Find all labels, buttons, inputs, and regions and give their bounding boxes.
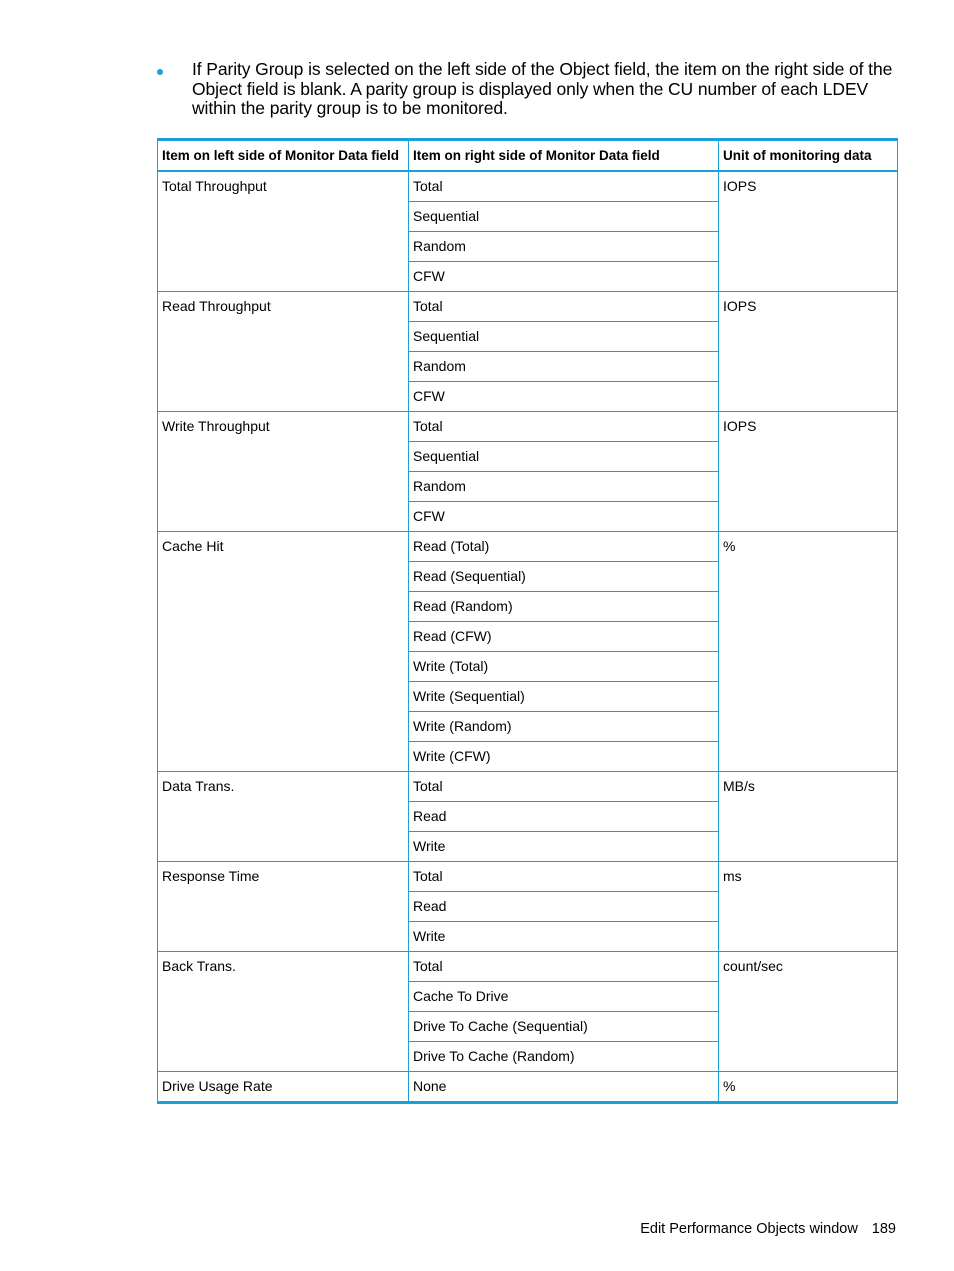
right-item-cell: Write (Sequential) xyxy=(409,682,719,712)
table-row xyxy=(158,952,898,982)
monitor-data-table xyxy=(157,138,898,1104)
right-item-cell: Write xyxy=(409,922,719,952)
right-item-cell: Total xyxy=(409,772,719,802)
right-item-cell: Random xyxy=(409,232,719,262)
right-item-cell: Sequential xyxy=(409,442,719,472)
table-header-row xyxy=(158,140,898,172)
unit-cell: count/sec xyxy=(719,952,898,1072)
right-item-cell: Read (Total) xyxy=(409,532,719,562)
right-item-cell: Drive To Cache (Sequential) xyxy=(409,1012,719,1042)
right-item-cell: CFW xyxy=(409,382,719,412)
header-left-item: Item on left side of Monitor Data field xyxy=(158,140,409,172)
table-row xyxy=(158,292,898,322)
right-item-cell: Cache To Drive xyxy=(409,982,719,1012)
table-row xyxy=(158,171,898,202)
right-item-cell: Write xyxy=(409,832,719,862)
left-item-cell: Total Throughput xyxy=(158,171,409,292)
right-item-cell: Read xyxy=(409,892,719,922)
unit-cell: IOPS xyxy=(719,292,898,412)
table-row xyxy=(158,1072,898,1103)
right-item-cell: Write (CFW) xyxy=(409,742,719,772)
right-item-cell: Total xyxy=(409,171,719,202)
right-item-cell: CFW xyxy=(409,502,719,532)
right-item-cell: Total xyxy=(409,412,719,442)
left-item-cell: Write Throughput xyxy=(158,412,409,532)
right-item-cell: CFW xyxy=(409,262,719,292)
unit-cell: MB/s xyxy=(719,772,898,862)
unit-cell: IOPS xyxy=(719,171,898,292)
footer-section-title: Edit Performance Objects window xyxy=(640,1221,858,1237)
right-item-cell: Drive To Cache (Random) xyxy=(409,1042,719,1072)
header-unit: Unit of monitoring data xyxy=(719,140,898,172)
right-item-cell: Total xyxy=(409,292,719,322)
right-item-cell: Random xyxy=(409,472,719,502)
left-item-cell: Response Time xyxy=(158,862,409,952)
right-item-cell: Sequential xyxy=(409,322,719,352)
header-right-item: Item on right side of Monitor Data field xyxy=(409,140,719,172)
bullet-text: If Parity Group is selected on the left side of the Object field, the item on the right side of the Object field is blank. A parity group is displayed only when the CU number of each LDEV within the parity group is to be monitored. xyxy=(192,59,893,118)
right-item-cell: Sequential xyxy=(409,202,719,232)
bullet-list-item xyxy=(153,60,898,119)
table-row xyxy=(158,772,898,802)
page-footer xyxy=(640,1221,896,1237)
bullet-icon xyxy=(157,69,163,75)
right-item-cell: Write (Random) xyxy=(409,712,719,742)
unit-cell: % xyxy=(719,1072,898,1103)
right-item-cell: Read (Random) xyxy=(409,592,719,622)
right-item-cell: Read (CFW) xyxy=(409,622,719,652)
left-item-cell: Cache Hit xyxy=(158,532,409,772)
left-item-cell: Data Trans. xyxy=(158,772,409,862)
unit-cell: ms xyxy=(719,862,898,952)
table-row xyxy=(158,862,898,892)
unit-cell: IOPS xyxy=(719,412,898,532)
left-item-cell: Back Trans. xyxy=(158,952,409,1072)
table-body xyxy=(158,171,898,1103)
right-item-cell: Write (Total) xyxy=(409,652,719,682)
left-item-cell: Drive Usage Rate xyxy=(158,1072,409,1103)
right-item-cell: Total xyxy=(409,862,719,892)
right-item-cell: Read xyxy=(409,802,719,832)
left-item-cell: Read Throughput xyxy=(158,292,409,412)
table-row xyxy=(158,412,898,442)
table-row xyxy=(158,532,898,562)
right-item-cell: None xyxy=(409,1072,719,1103)
right-item-cell: Random xyxy=(409,352,719,382)
right-item-cell: Total xyxy=(409,952,719,982)
unit-cell: % xyxy=(719,532,898,772)
right-item-cell: Read (Sequential) xyxy=(409,562,719,592)
page-number: 189 xyxy=(871,1221,896,1237)
